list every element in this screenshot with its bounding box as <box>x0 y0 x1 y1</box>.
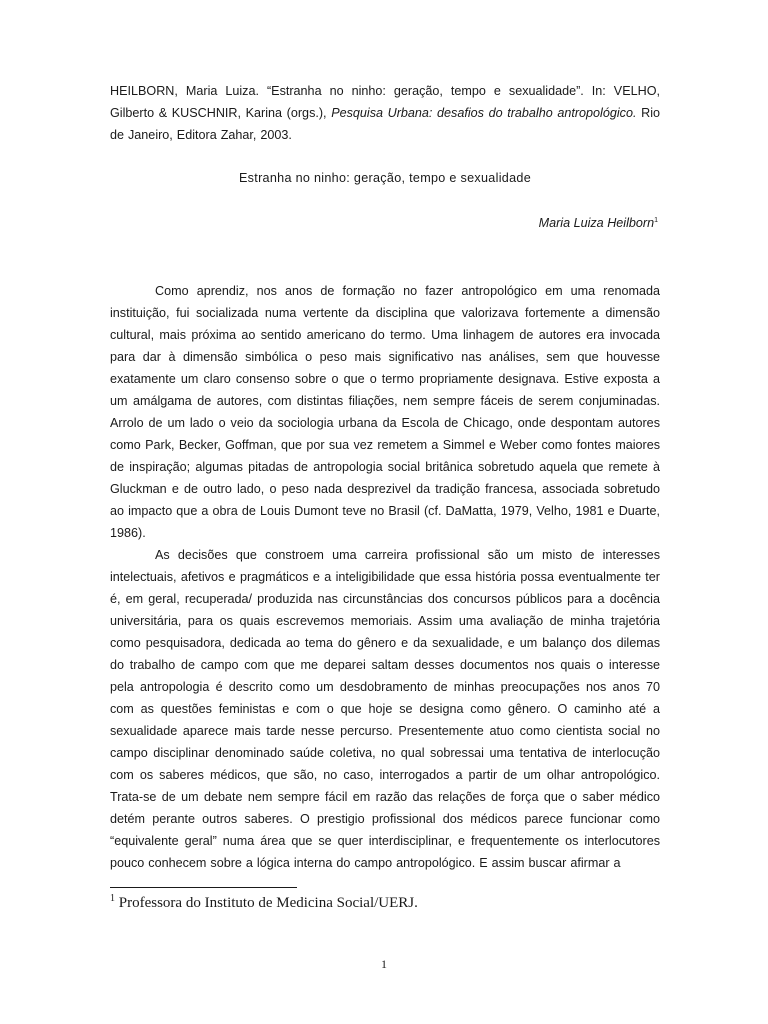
citation-prefix: HEILBORN, Maria Luiza. “Estranha no ninho: geração, tempo e sexualidade”. In: VELHO, Gilberto & KUSCHNIR, Karina (orgs.), <box>110 84 660 120</box>
paragraph: As decisões que constroem uma carreira profissional são um misto de interesses intelectuais, afetivos e pragmáticos e a inteligibilidade que essa história possa eventualmente ter é, em geral, recuperada/ produzida nas circunstâncias dos concursos públicos para a docência universitária, para os quais escrevemos memoriais. Assim uma avaliação de minha trajetória como pesquisadora, dedicada ao tema do gênero e da sexualidade, e um balanço dos dilemas do trabalho de campo com que me deparei saltam desses documentos nos quais o interesse pela antropologia é descrito como um desdobramento de minhas preocupações nos anos 70 com as questões feministas e com o que hoje se designa como gênero. O caminho até a sexualidade aparece mais tarde nesse percurso. Presentemente atuo como cientista social no campo disciplinar denominado saúde coletiva, no qual sobressai uma tentativa de interlocução com os saberes médicos, que são, no caso, interrogados a partir de um olhar antropológico. Trata-se de um debate nem sempre fácil em razão das relações de força que o saber médico detém perante outros saberes. O prestigio profissional dos médicos parece funcionar como “equivalente geral” numa área que se quer interdisciplinar, e frequentemente os interlocutores pouco conhecem sobre a lógica interna do campo antropológico. E assim buscar afirmar a <box>110 548 660 870</box>
article-title: Estranha no ninho: geração, tempo e sexualidade <box>238 171 532 185</box>
citation-suffix: Rio de Janeiro, Editora Zahar, 2003. <box>110 106 660 142</box>
author-name: Maria Luiza Heilborn <box>538 216 655 230</box>
paragraph: Como aprendiz, nos anos de formação no fazer antropológico em uma renomada instituição, fui socializada numa vertente da disciplina que valorizava fortemente a dimensão cultural, mais próxima ao sentido americano do termo. Uma linhagem de autores era invocada para dar à dimensão simbólica o peso mais significativo nas análises, sem que houvesse exatamente um claro consenso sobre o que o termo propriamente designava. Estive exposta a um amálgama de autores, com distintas filiações, nem sempre fáceis de serem conjuminadas. Arrolo de um lado o veio da sociologia urbana da Escola de Chicago, onde despontam autores como Park, Becker, Goffman, que por sua vez remetem a Simmel e Weber como fontes maiores de inspiração; algumas pitadas de antropologia social britânica sobretudo aquela que remete à Gluckman e de outro lado, o peso nada desprezivel da tradição francesa, associada sobretudo ao impacto que a obra de Louis Dumont teve no Brasil (cf. DaMatta, 1979, Velho, 1981 e Duarte, 1986). <box>110 284 660 540</box>
footnote-divider <box>110 887 297 888</box>
footnote <box>110 893 660 912</box>
footnote-text: Professora do Instituto de Medicina Social/UERJ. <box>115 895 418 911</box>
citation-book-title: Pesquisa Urbana: desafios do trabalho antropológico. <box>331 106 637 120</box>
bibliographic-citation <box>110 80 660 146</box>
article-body <box>110 280 660 874</box>
footnote-marker: 1 <box>110 893 115 904</box>
author-footnote-marker: 1 <box>654 216 658 224</box>
page-number: 1 <box>381 957 387 971</box>
author-line <box>110 216 658 230</box>
